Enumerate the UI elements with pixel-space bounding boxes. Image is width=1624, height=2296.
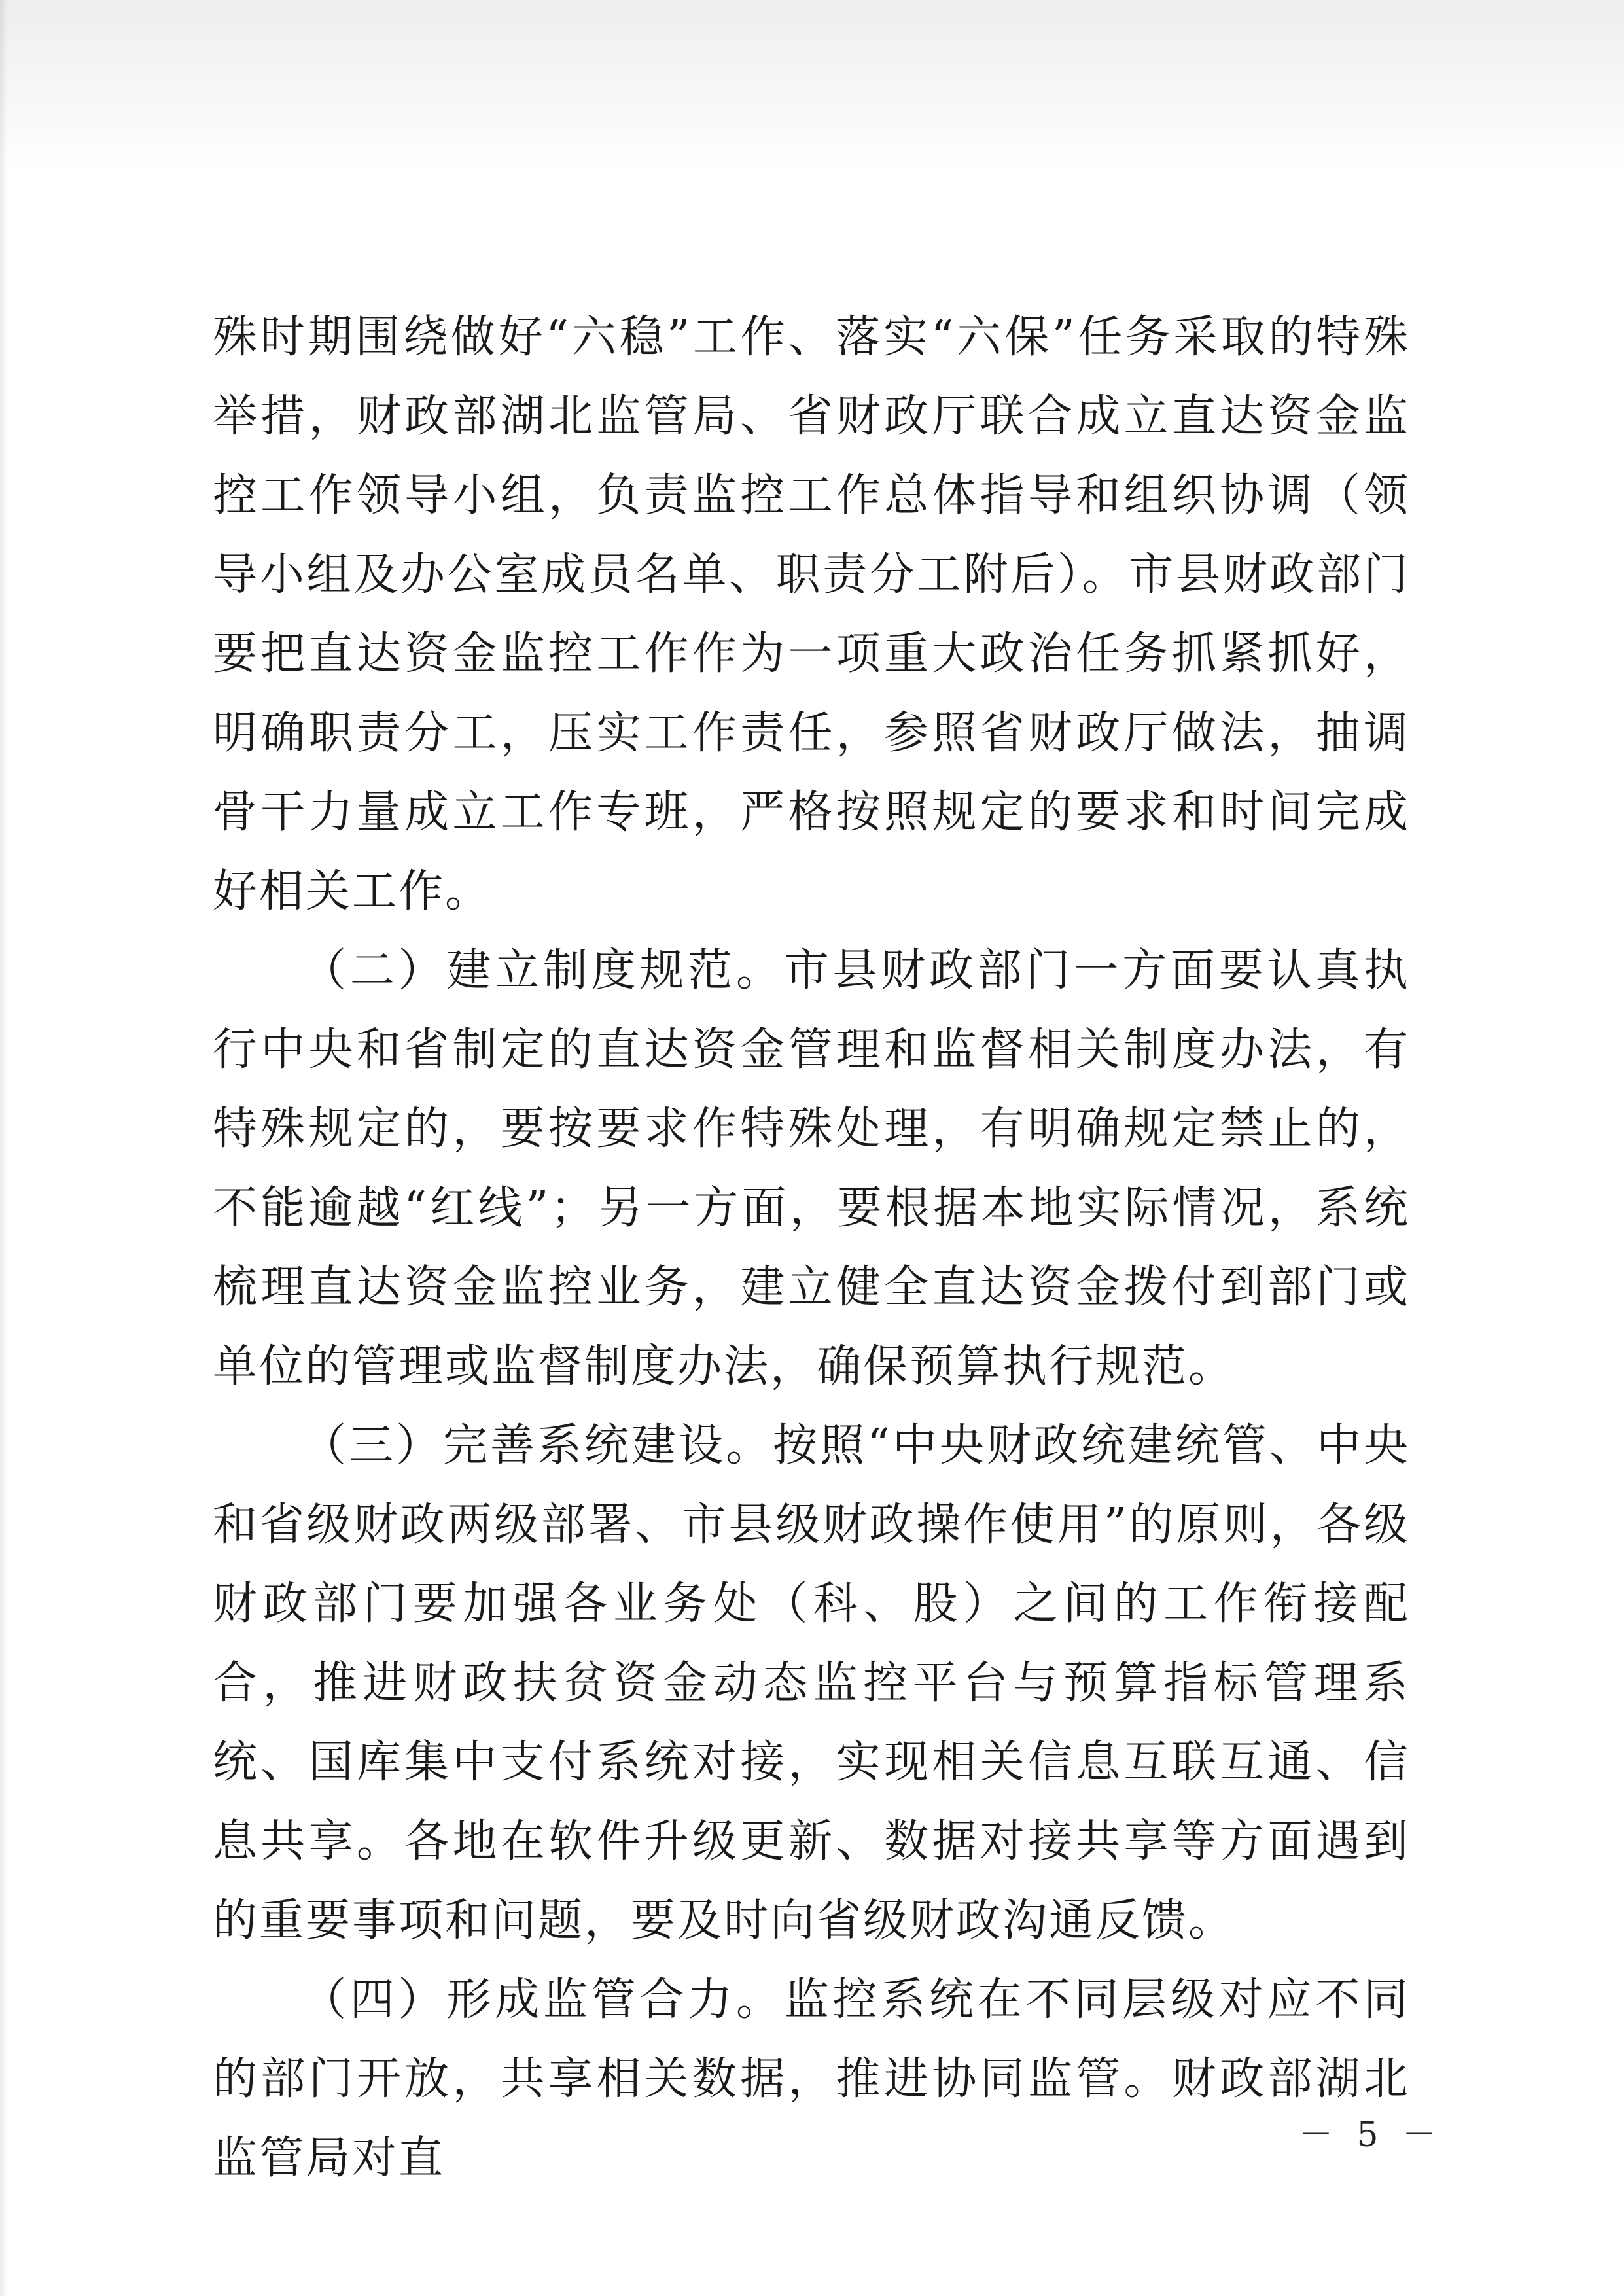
section-heading-three: （三）完善系统建设。 xyxy=(302,1420,773,1472)
paragraph-section-three xyxy=(213,1406,1410,1960)
page-number: － 5 － xyxy=(1299,2115,1443,2155)
paragraph-text: 市县财政部门一方面要认真执行中央和省制定的直达资金管理和监督相关制度办法，有特殊规定的，要按要求作特殊处理，有明确规定禁止的，不能逾越“红线”；另一方面，要根据本地实际情况，系统梳理直达资金监控业务，建立健全直达资金拨付到部门或单位的管理或监督制度办法，确保预算执行规范。 xyxy=(213,945,1410,1392)
paragraph-text: 监控系统在不同层级对应不同的部门开放，共享相关数据，推进协同监管。财政部湖北监管局对直 xyxy=(213,1974,1410,2184)
paragraph-section-two xyxy=(213,931,1410,1406)
scan-shading-left xyxy=(0,0,8,2296)
paragraph-text: 按照“中央财政统建统管、中央和省级财政两级部署、市县级财政操作使用”的原则，各级财政部门要加强各业务处（科、股）之间的工作衔接配合，推进财政扶贫资金动态监控平台与预算指标管理系统、国库集中支付系统对接，实现相关信息互联互通、信息共享。各地在软件升级更新、数据对接共享等方面遇到的重要事项和问题，要及时向省级财政沟通反馈。 xyxy=(213,1420,1410,1947)
paragraph-leading-group xyxy=(213,298,1410,931)
document-body xyxy=(213,298,1410,2198)
section-heading-two: （二）建立制度规范。 xyxy=(302,945,785,997)
scan-shading-top xyxy=(0,0,1624,170)
section-heading-four: （四）形成监管合力。 xyxy=(302,1974,785,2026)
paragraph-section-four xyxy=(213,1960,1410,2198)
paragraph-text: 殊时期围绕做好“六稳”工作、落实“六保”任务采取的特殊举措，财政部湖北监管局、省财政厅联合成立直达资金监控工作领导小组，负责监控工作总体指导和组织协调（领导小组及办公室成员名单、职责分工附后）。市县财政部门要把直达资金监控工作作为一项重大政治任务抓紧抓好，明确职责分工，压实工作责任，参照省财政厅做法，抽调骨干力量成立工作专班，严格按照规定的要求和时间完成好相关工作。 xyxy=(213,311,1410,917)
